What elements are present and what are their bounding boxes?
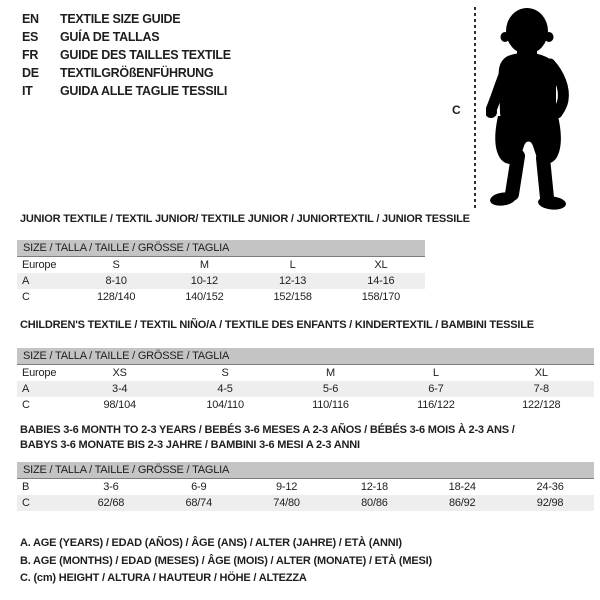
cell: 6-7 <box>428 383 444 395</box>
column-header: M <box>325 367 335 379</box>
section-heading-babies <box>20 423 600 453</box>
section-heading-junior: JUNIOR TEXTILE / TEXTIL JUNIOR/ TEXTILE JUNIOR / JUNIORTEXTIL / JUNIOR TESSILE <box>20 213 470 225</box>
cell: 140/152 <box>185 291 224 303</box>
column-header: XS <box>112 367 127 379</box>
table-header-row <box>17 257 425 273</box>
table-row <box>17 479 594 495</box>
cell: 116/122 <box>417 399 455 411</box>
row-label: B <box>22 481 30 493</box>
size-bar: SIZE / TALLA / TAILLE / GRÖSSE / TAGLIA <box>17 462 594 479</box>
children-size-table <box>17 365 594 413</box>
cell: 92/98 <box>536 497 564 509</box>
row-label: C <box>22 291 30 303</box>
section-babies <box>0 423 600 511</box>
language-code: FR <box>22 48 39 62</box>
row-label: A <box>22 383 30 395</box>
cell: 104/110 <box>206 399 244 411</box>
column-header: M <box>199 259 209 271</box>
section-children <box>0 319 600 413</box>
babies-size-table <box>17 479 594 511</box>
baby-silhouette-icon <box>486 6 592 211</box>
babies-heading-line2: BABYS 3-6 MONATE BIS 2-3 JAHRE / BAMBINI 3-6 MESI A 2-3 ANNI <box>20 439 360 451</box>
language-code: EN <box>22 12 39 26</box>
cell: 3-4 <box>112 383 128 395</box>
column-header: S <box>112 259 120 271</box>
table-header-row <box>17 365 594 381</box>
cell: 14-16 <box>367 275 395 287</box>
language-row <box>22 28 231 46</box>
cell: 10-12 <box>190 275 218 287</box>
column-header: S <box>221 367 229 379</box>
row-label: C <box>22 497 30 509</box>
cell: 122/128 <box>522 399 561 411</box>
cell: 62/68 <box>97 497 125 509</box>
cell: 68/74 <box>185 497 212 509</box>
height-measure-dotted-line <box>474 7 476 208</box>
column-header: L <box>432 367 439 379</box>
cell: 6-9 <box>191 481 207 493</box>
cell: 128/140 <box>96 291 136 303</box>
column-header: Europe <box>22 367 57 379</box>
row-label: C <box>22 399 30 411</box>
children-table-container <box>17 348 594 413</box>
language-code: ES <box>22 30 39 44</box>
cell: 8-10 <box>105 275 127 287</box>
measure-label-c: C <box>452 103 461 117</box>
language-row <box>22 82 231 100</box>
row-label: A <box>22 275 30 287</box>
junior-size-table <box>17 257 425 305</box>
cell: 9-12 <box>275 481 298 493</box>
junior-table-container <box>17 240 425 305</box>
table-row <box>17 397 594 413</box>
cell: 74/80 <box>273 497 300 509</box>
language-list <box>22 10 231 100</box>
cell: 152/158 <box>273 291 312 303</box>
size-bar: SIZE / TALLA / TAILLE / GRÖSSE / TAGLIA <box>17 348 594 365</box>
table-row <box>17 381 594 397</box>
size-bar: SIZE / TALLA / TAILLE / GRÖSSE / TAGLIA <box>17 240 425 257</box>
cell: 80/86 <box>361 497 388 509</box>
column-header: Europe <box>22 259 57 271</box>
cell: 12-13 <box>279 275 307 287</box>
cell: 24-36 <box>536 481 564 493</box>
note-c: C. (cm) HEIGHT / ALTURA / HAUTEUR / HÖHE / ALTEZZA <box>20 572 307 584</box>
language-title: GUIDE DES TAILLES TEXTILE <box>60 48 231 62</box>
cell: 110/116 <box>312 399 349 411</box>
language-code: IT <box>22 84 33 98</box>
cell: 7-8 <box>533 383 549 395</box>
cell: 4-5 <box>217 383 233 395</box>
table-row <box>17 273 425 289</box>
column-header: XL <box>534 367 548 379</box>
language-title: TEXTILE SIZE GUIDE <box>60 12 181 26</box>
language-row <box>22 10 231 28</box>
column-header: XL <box>374 259 388 271</box>
section-junior <box>0 213 600 305</box>
babies-heading-line1: BABIES 3-6 MONTH TO 2-3 YEARS / BEBÉS 3-6 MESES A 2-3 AÑOS / BÉBÉS 3-6 MOIS À 2-3 ANS / <box>20 424 515 436</box>
column-header: L <box>289 259 296 271</box>
language-title: GUIDA ALLE TAGLIE TESSILI <box>60 84 228 98</box>
table-row <box>17 289 425 305</box>
language-title: TEXTILGRÖßENFÜHRUNG <box>60 66 214 80</box>
note-b: B. AGE (MONTHS) / EDAD (MESES) / ÂGE (MOIS) / ALTER (MONATE) / ETÀ (MESI) <box>20 554 432 567</box>
cell: 86/92 <box>448 497 476 509</box>
babies-table-container <box>17 462 594 511</box>
section-heading-children: CHILDREN'S TEXTILE / TEXTIL NIÑO/A / TEXTILE DES ENFANTS / KINDERTEXTIL / BAMBINI TESSILE <box>20 319 534 331</box>
cell: 18-24 <box>448 481 476 493</box>
language-row <box>22 46 231 64</box>
cell: 12-18 <box>360 481 388 493</box>
note-a: A. AGE (YEARS) / EDAD (AÑOS) / ÂGE (ANS) / ALTER (JAHRE) / ETÀ (ANNI) <box>20 537 402 549</box>
cell: 3-6 <box>103 481 119 493</box>
language-row <box>22 64 231 82</box>
language-code: DE <box>22 66 39 80</box>
legend-notes <box>20 535 432 588</box>
cell: 158/170 <box>361 291 401 303</box>
cell: 98/104 <box>103 399 136 411</box>
language-title: GUÍA DE TALLAS <box>60 30 160 44</box>
cell: 5-6 <box>322 383 339 395</box>
table-row <box>17 495 594 511</box>
